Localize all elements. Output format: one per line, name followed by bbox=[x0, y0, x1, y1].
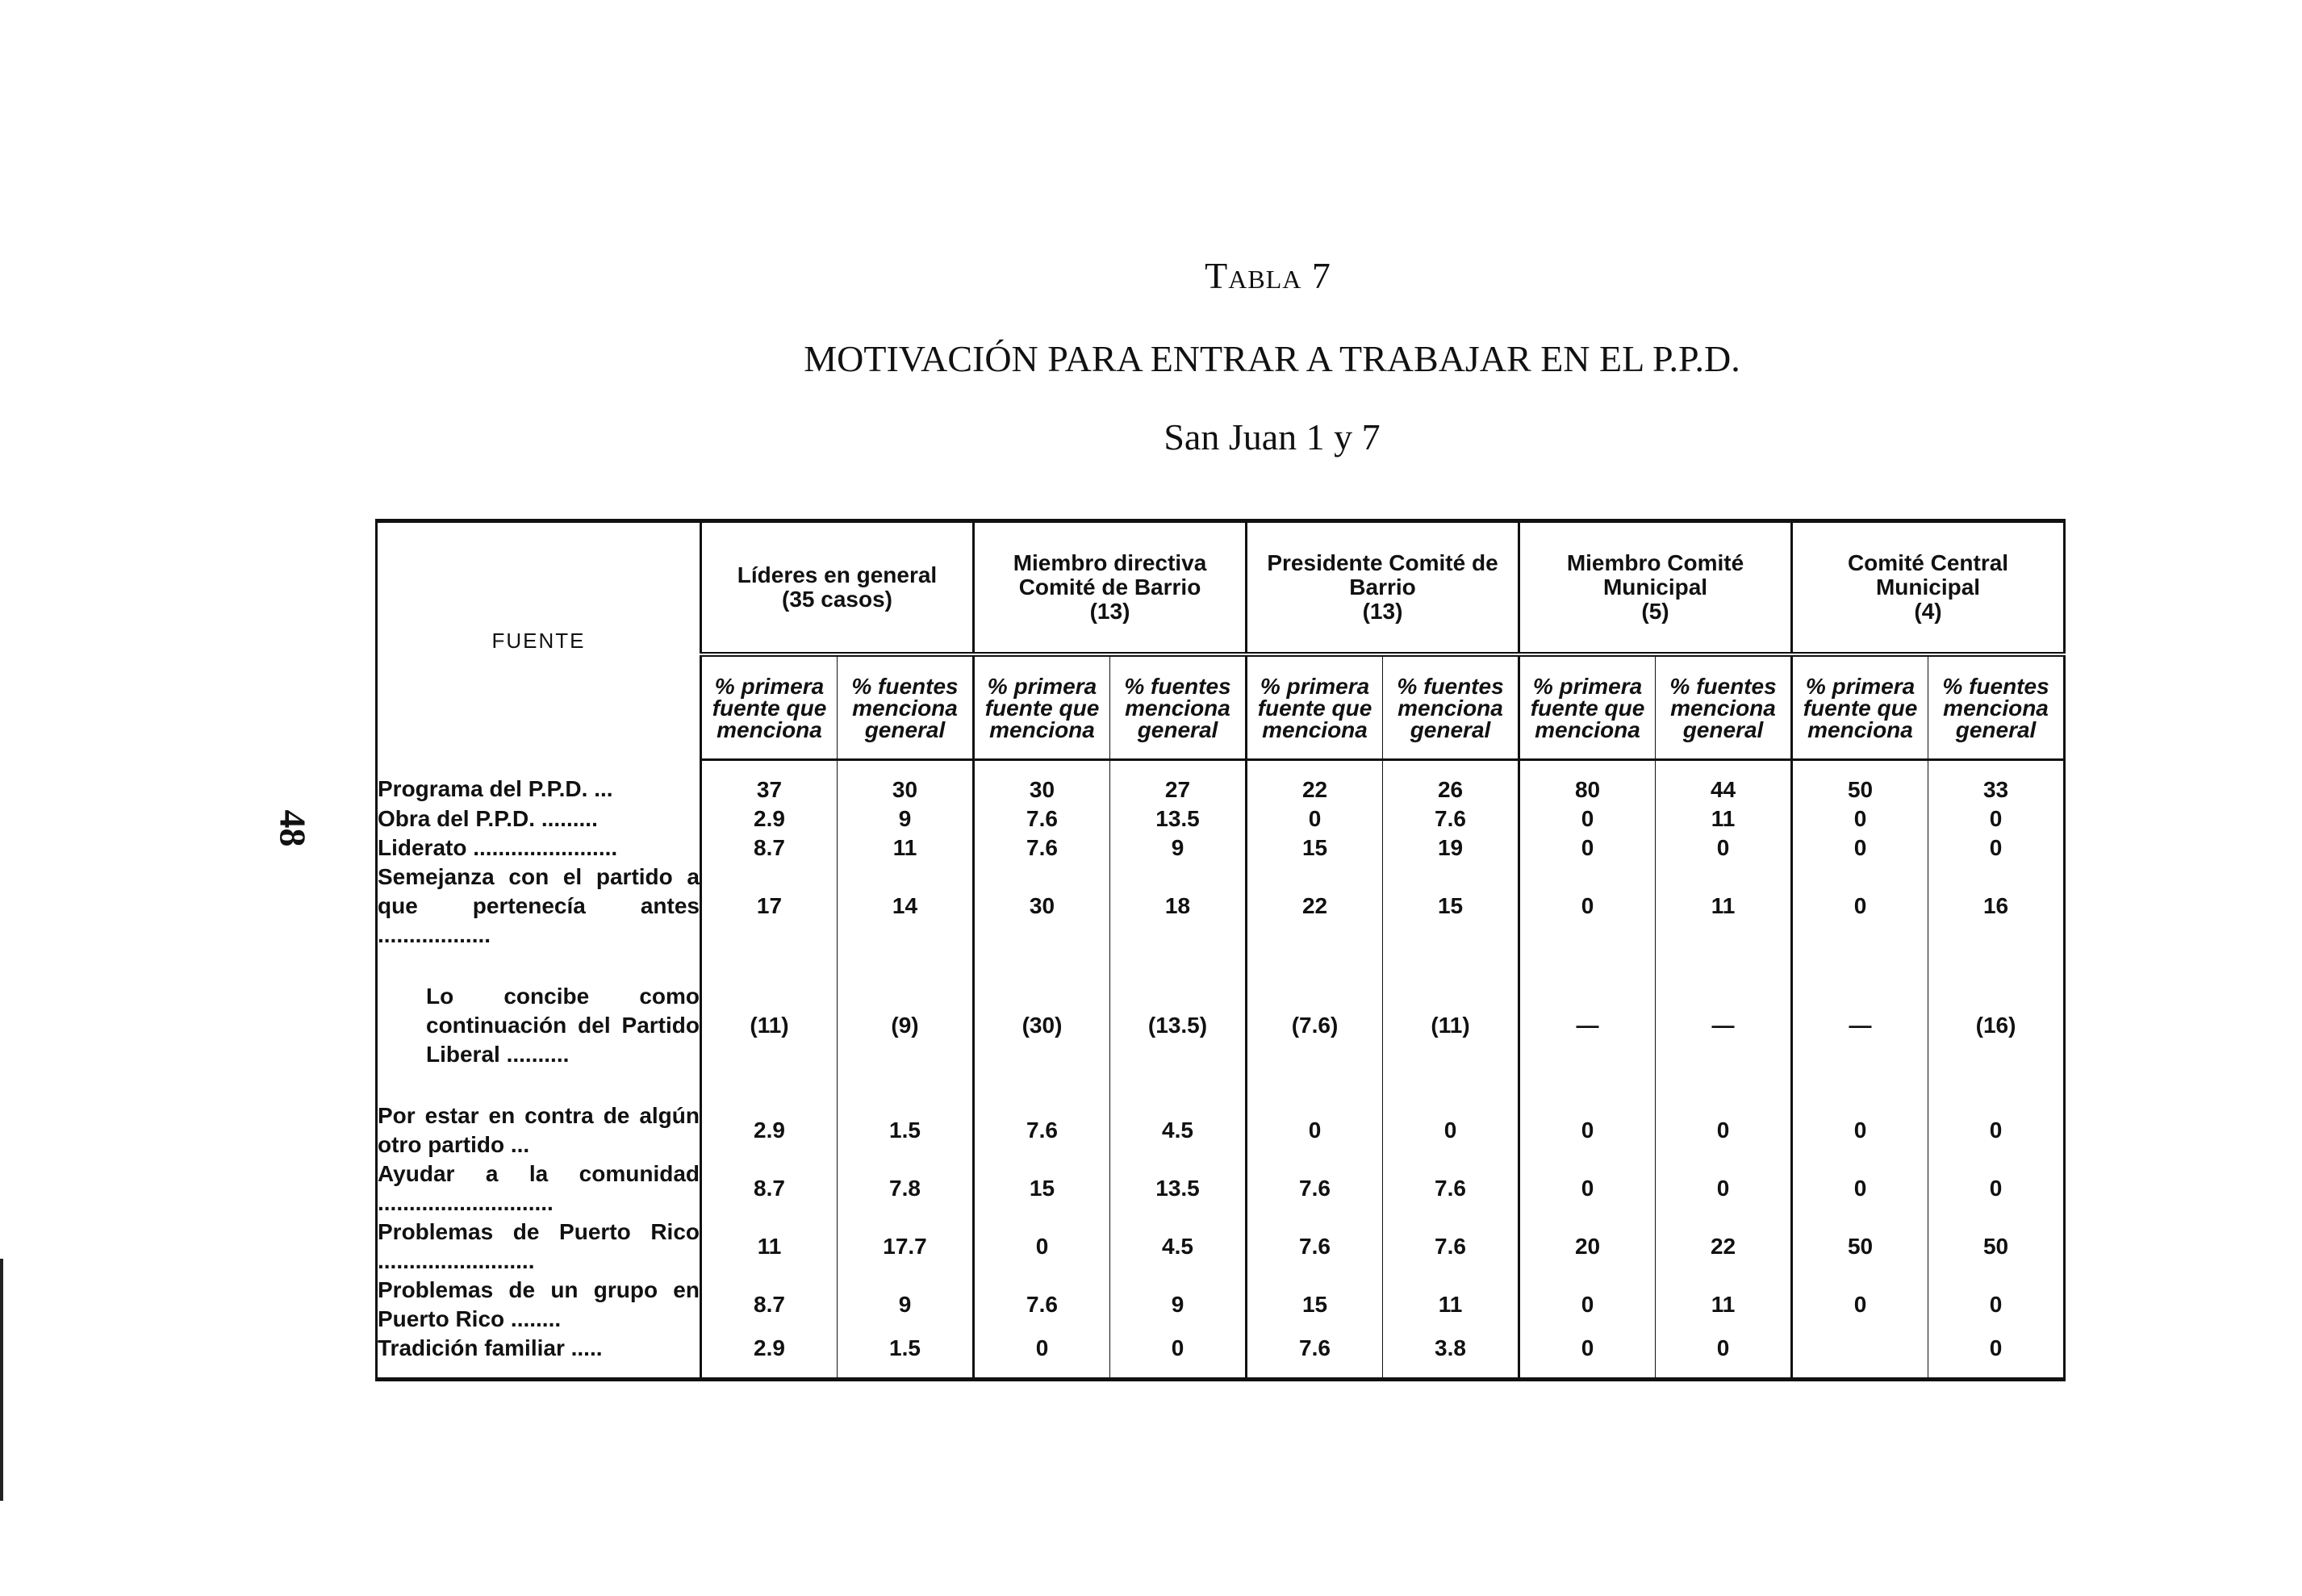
cell: — bbox=[1656, 950, 1792, 1069]
cell: 1.5 bbox=[838, 1334, 974, 1380]
cell: 0 bbox=[1928, 1069, 2065, 1159]
cell: 11 bbox=[1656, 863, 1792, 950]
cell: 15 bbox=[1383, 863, 1519, 950]
cell: 80 bbox=[1519, 760, 1656, 805]
row-label: Liderato ....................... bbox=[377, 834, 701, 863]
table-row bbox=[377, 804, 2065, 834]
cell: 2.9 bbox=[701, 804, 838, 834]
row-label: Tradición familiar ..... bbox=[377, 1334, 701, 1380]
row-label: Problemas de Puerto Rico ......................... bbox=[377, 1218, 701, 1276]
cell: 3.8 bbox=[1383, 1334, 1519, 1380]
cell: 8.7 bbox=[701, 834, 838, 863]
cell: 27 bbox=[1110, 760, 1247, 805]
cell: 0 bbox=[1792, 834, 1928, 863]
cell bbox=[1792, 1334, 1928, 1380]
cell: 17 bbox=[701, 863, 838, 950]
table-label bbox=[117, 254, 2302, 297]
group-header bbox=[1247, 521, 1519, 655]
cell: 11 bbox=[1656, 804, 1792, 834]
group-title: Líderes en general bbox=[737, 562, 938, 587]
page-number: 48 bbox=[272, 809, 314, 847]
cell: 20 bbox=[1519, 1218, 1656, 1276]
cell: — bbox=[1519, 950, 1656, 1069]
group-count: (13) bbox=[1362, 599, 1403, 624]
cell: 0 bbox=[1928, 804, 2065, 834]
cell: (30) bbox=[974, 950, 1110, 1069]
page-edge-shadow bbox=[0, 1259, 3, 1501]
cell: 7.6 bbox=[974, 804, 1110, 834]
cell: 0 bbox=[1792, 1159, 1928, 1218]
group-count: (35 casos) bbox=[782, 587, 892, 612]
cell: 9 bbox=[838, 804, 974, 834]
cell: 1.5 bbox=[838, 1069, 974, 1159]
cell: 11 bbox=[1383, 1276, 1519, 1334]
cell: 7.8 bbox=[838, 1159, 974, 1218]
fuente-header: FUENTE bbox=[377, 521, 701, 760]
group-count: (5) bbox=[1641, 599, 1669, 624]
cell: 0 bbox=[1656, 1159, 1792, 1218]
cell: (7.6) bbox=[1247, 950, 1383, 1069]
cell: 0 bbox=[1928, 1159, 2065, 1218]
group-title: Miembro Comité Municipal bbox=[1566, 550, 1744, 600]
cell: 7.6 bbox=[1383, 804, 1519, 834]
cell: 9 bbox=[1110, 1276, 1247, 1334]
cell: 0 bbox=[1247, 1069, 1383, 1159]
cell: (11) bbox=[1383, 950, 1519, 1069]
group-header bbox=[1792, 521, 2065, 655]
subheader-primera: % primera fuente que menciona bbox=[701, 654, 838, 760]
cell: (16) bbox=[1928, 950, 2065, 1069]
row-label: Obra del P.P.D. ......... bbox=[377, 804, 701, 834]
cell: 0 bbox=[1519, 804, 1656, 834]
cell: 0 bbox=[1519, 1069, 1656, 1159]
cell: 14 bbox=[838, 863, 974, 950]
cell: 15 bbox=[1247, 1276, 1383, 1334]
table-row bbox=[377, 760, 2065, 805]
cell: 0 bbox=[1656, 1069, 1792, 1159]
row-label: Semejanza con el partido a que pertenecía antes .................. bbox=[377, 863, 701, 950]
cell: 4.5 bbox=[1110, 1069, 1247, 1159]
subheader-primera: % primera fuente que menciona bbox=[1792, 654, 1928, 760]
subheader-general: % fuentes menciona general bbox=[1656, 654, 1792, 760]
cell: 11 bbox=[1656, 1276, 1792, 1334]
table-label-prefix: Tabla bbox=[1205, 255, 1302, 296]
subheader-general: % fuentes menciona general bbox=[1110, 654, 1247, 760]
group-count: (4) bbox=[1914, 599, 1942, 624]
subheader-primera: % primera fuente que menciona bbox=[974, 654, 1110, 760]
row-label: Lo concibe como continuación del Partido Liberal .......... bbox=[377, 950, 701, 1069]
cell: 0 bbox=[1928, 1334, 2065, 1380]
cell: 0 bbox=[1519, 834, 1656, 863]
table-row bbox=[377, 863, 2065, 950]
cell: 2.9 bbox=[701, 1334, 838, 1380]
cell: 7.6 bbox=[974, 1276, 1110, 1334]
subheader-general: % fuentes menciona general bbox=[1383, 654, 1519, 760]
table-label-number: 7 bbox=[1311, 255, 1331, 296]
cell: 30 bbox=[838, 760, 974, 805]
subheader-primera: % primera fuente que menciona bbox=[1247, 654, 1383, 760]
cell: 0 bbox=[1792, 1069, 1928, 1159]
cell: 0 bbox=[1792, 1276, 1928, 1334]
cell: 8.7 bbox=[701, 1276, 838, 1334]
cell: (11) bbox=[701, 950, 838, 1069]
cell: 19 bbox=[1383, 834, 1519, 863]
cell: 44 bbox=[1656, 760, 1792, 805]
cell: 15 bbox=[974, 1159, 1110, 1218]
cell: 37 bbox=[701, 760, 838, 805]
cell: 7.6 bbox=[1247, 1334, 1383, 1380]
cell: 13.5 bbox=[1110, 1159, 1247, 1218]
cell: 0 bbox=[1928, 1276, 2065, 1334]
cell: 7.6 bbox=[1383, 1218, 1519, 1276]
group-header bbox=[1519, 521, 1792, 655]
table-row bbox=[377, 1159, 2065, 1218]
cell: 0 bbox=[1928, 834, 2065, 863]
table-title: MOTIVACIÓN PARA ENTRAR A TRABAJAR EN EL P.P.D. bbox=[804, 338, 1740, 379]
cell: (13.5) bbox=[1110, 950, 1247, 1069]
cell: 16 bbox=[1928, 863, 2065, 950]
cell: 11 bbox=[701, 1218, 838, 1276]
cell: 0 bbox=[1792, 863, 1928, 950]
cell: 22 bbox=[1656, 1218, 1792, 1276]
cell: 0 bbox=[1519, 1159, 1656, 1218]
subheader-general: % fuentes menciona general bbox=[1928, 654, 2065, 760]
table-row bbox=[377, 834, 2065, 863]
table-row bbox=[377, 1334, 2065, 1380]
group-title: Miembro directiva Comité de Barrio bbox=[1013, 550, 1207, 600]
cell: 50 bbox=[1792, 1218, 1928, 1276]
cell: 0 bbox=[1519, 1276, 1656, 1334]
cell: 0 bbox=[974, 1218, 1110, 1276]
cell: 0 bbox=[1519, 863, 1656, 950]
motivation-table bbox=[375, 519, 2066, 1381]
cell: 0 bbox=[1656, 834, 1792, 863]
cell: 18 bbox=[1110, 863, 1247, 950]
cell: 0 bbox=[1247, 804, 1383, 834]
cell: 22 bbox=[1247, 863, 1383, 950]
table-row bbox=[377, 1276, 2065, 1334]
cell: 15 bbox=[1247, 834, 1383, 863]
cell: 7.6 bbox=[1247, 1159, 1383, 1218]
cell: 4.5 bbox=[1110, 1218, 1247, 1276]
table-subtitle: San Juan 1 y 7 bbox=[1164, 416, 1381, 457]
cell: 0 bbox=[1110, 1334, 1247, 1380]
cell: 0 bbox=[1656, 1334, 1792, 1380]
cell: 30 bbox=[974, 863, 1110, 950]
cell: 7.6 bbox=[974, 834, 1110, 863]
cell: 26 bbox=[1383, 760, 1519, 805]
table-row bbox=[377, 1069, 2065, 1159]
group-header bbox=[701, 521, 974, 655]
cell: 0 bbox=[1792, 804, 1928, 834]
cell: 0 bbox=[974, 1334, 1110, 1380]
cell: 30 bbox=[974, 760, 1110, 805]
cell: — bbox=[1792, 950, 1928, 1069]
cell: 7.6 bbox=[1247, 1218, 1383, 1276]
cell: 7.6 bbox=[1383, 1159, 1519, 1218]
cell: 17.7 bbox=[838, 1218, 974, 1276]
cell: 13.5 bbox=[1110, 804, 1247, 834]
cell: 11 bbox=[838, 834, 974, 863]
table-row bbox=[377, 950, 2065, 1069]
cell: 50 bbox=[1792, 760, 1928, 805]
group-header bbox=[974, 521, 1247, 655]
row-label: Ayudar a la comunidad ............................ bbox=[377, 1159, 701, 1218]
cell: 2.9 bbox=[701, 1069, 838, 1159]
subheader-primera: % primera fuente que menciona bbox=[1519, 654, 1656, 760]
cell: 8.7 bbox=[701, 1159, 838, 1218]
cell: 7.6 bbox=[974, 1069, 1110, 1159]
cell: 0 bbox=[1519, 1334, 1656, 1380]
cell: 33 bbox=[1928, 760, 2065, 805]
table-row bbox=[377, 1218, 2065, 1276]
row-label: Por estar en contra de algún otro partido ... bbox=[377, 1069, 701, 1159]
cell: 9 bbox=[838, 1276, 974, 1334]
cell: 9 bbox=[1110, 834, 1247, 863]
group-title: Presidente Comité de Barrio bbox=[1267, 550, 1498, 600]
group-title: Comité Central Municipal bbox=[1847, 550, 2009, 600]
row-label: Problemas de un grupo en Puerto Rico ........ bbox=[377, 1276, 701, 1334]
cell: 0 bbox=[1383, 1069, 1519, 1159]
cell: 22 bbox=[1247, 760, 1383, 805]
subheader-general: % fuentes menciona general bbox=[838, 654, 974, 760]
cell: (9) bbox=[838, 950, 974, 1069]
cell: 50 bbox=[1928, 1218, 2065, 1276]
group-count: (13) bbox=[1089, 599, 1130, 624]
row-label: Programa del P.P.D. ... bbox=[377, 760, 701, 805]
